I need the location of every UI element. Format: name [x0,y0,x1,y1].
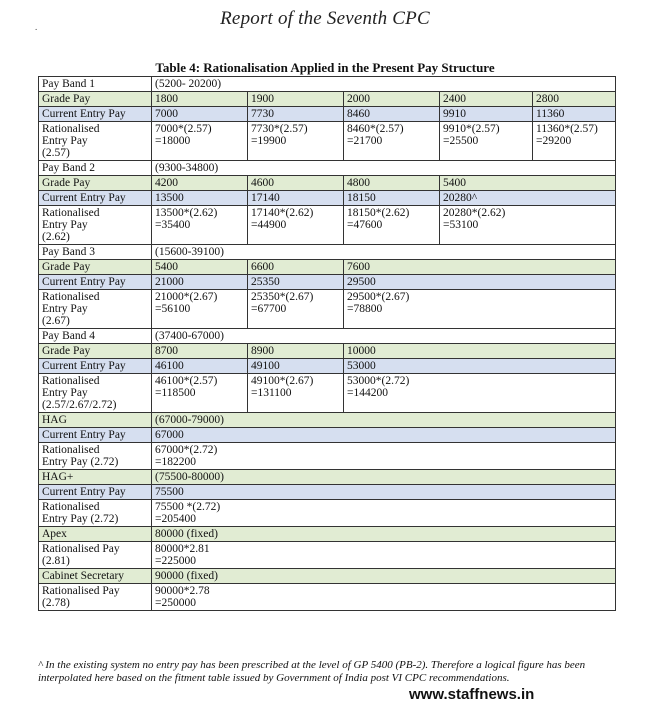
rationalised-cell [152,290,248,329]
formula: 90000*2.78 [155,585,210,597]
pay-band-1-rationalised-row [39,122,616,161]
range-cell: (5200- 20200) [152,77,616,92]
result: =25500 [443,135,479,147]
rationalised-cell [344,122,440,161]
label-line: Entry Pay [42,219,88,231]
label-cell: Current Entry Pay [39,359,152,374]
formula: 25350*(2.67) [251,291,314,303]
pay-band-1-entry-pay-row [39,107,616,122]
label-line: Rationalised [42,291,100,303]
apex-rationalised-row [39,542,616,569]
entry-pay-cell: 13500 [152,191,248,206]
rationalised-cell [248,374,344,413]
range-cell: (75500-80000) [152,470,616,485]
label-line: Rationalised [42,375,100,387]
grade-pay-cell: 4600 [248,176,344,191]
result: =144200 [347,387,388,399]
label-cell: Current Entry Pay [39,428,152,443]
site-watermark: www.staffnews.in [409,686,535,703]
label-cell: Grade Pay [39,92,152,107]
label-cell: Grade Pay [39,260,152,275]
pay-band-3-entry-pay-row [39,275,616,290]
rationalised-cell [344,374,616,413]
label-line: Rationalised [42,123,100,135]
rationalised-cell [440,122,533,161]
rationalised-cell [248,122,344,161]
grade-pay-cell: 4800 [344,176,440,191]
formula: 11360*(2.57) [536,123,598,135]
label-cell [39,122,152,161]
result: =56100 [155,303,191,315]
formula: 67000*(2.72) [155,444,218,456]
grade-pay-cell: 8900 [248,344,344,359]
label-cell [39,443,152,470]
range-cell: (9300-34800) [152,161,616,176]
label-cell [39,542,152,569]
pay-structure-table [38,76,616,611]
range-cell: 90000 (fixed) [152,569,616,584]
report-header: Report of the Seventh CPC [220,8,430,29]
label-cell: Pay Band 3 [39,245,152,260]
label-line: Rationalised [42,501,100,513]
pay-band-2-grade-pay-row [39,176,616,191]
entry-pay-cell: 25350 [248,275,344,290]
formula: 80000*2.81 [155,543,210,555]
result: =67700 [251,303,287,315]
apex-row [39,527,616,542]
stray-dot: . [35,22,38,32]
label-cell: Pay Band 1 [39,77,152,92]
footnote: ^ In the existing system no entry pay has been prescribed at the level of GP 5400 (PB-2). Therefore a logical figure has been interpolated here based on the fitment table issued by Government of India post VI CPC recommendations. [38,659,586,684]
grade-pay-cell: 4200 [152,176,248,191]
result: =182200 [155,456,196,468]
rationalised-cell [152,374,248,413]
result: =21700 [347,135,383,147]
formula: 9910*(2.57) [443,123,500,135]
label-line: Entry Pay [42,387,88,399]
grade-pay-cell: 2400 [440,92,533,107]
label-line: Rationalised Pay [42,585,120,597]
label-line: (2.57) [42,147,70,159]
rationalised-cell [248,206,344,245]
pay-band-4-entry-pay-row [39,359,616,374]
label-line: Entry Pay [42,135,88,147]
result: =118500 [155,387,196,399]
formula: 13500*(2.62) [155,207,218,219]
result: =44900 [251,219,287,231]
formula: 49100*(2.67) [251,375,314,387]
entry-pay-cell: 11360 [533,107,616,122]
pay-band-4-grade-pay-row [39,344,616,359]
result: =131100 [251,387,292,399]
result: =250000 [155,597,196,609]
grade-pay-cell: 1800 [152,92,248,107]
label-line: (2.81) [42,555,70,567]
entry-pay-cell: 7000 [152,107,248,122]
pay-band-2-rationalised-row [39,206,616,245]
label-line: Entry Pay (2.72) [42,513,119,525]
label-line: Entry Pay (2.72) [42,456,119,468]
formula: 7730*(2.57) [251,123,308,135]
entry-pay-cell: 20280^ [440,191,616,206]
result: =225000 [155,555,196,567]
label-line: (2.57/2.67/2.72) [42,399,117,411]
hag-entry-pay-row [39,428,616,443]
label-line: Rationalised Pay [42,543,120,555]
rationalised-cell [248,290,344,329]
result: =47600 [347,219,383,231]
entry-pay-cell: 67000 [152,428,616,443]
rationalised-cell [152,542,616,569]
range-cell: (15600-39100) [152,245,616,260]
entry-pay-cell: 9910 [440,107,533,122]
label-cell: Current Entry Pay [39,107,152,122]
grade-pay-cell: 6600 [248,260,344,275]
hag-rationalised-row [39,443,616,470]
result: =35400 [155,219,191,231]
rationalised-cell [344,206,440,245]
label-cell: Pay Band 2 [39,161,152,176]
rationalised-cell [152,206,248,245]
entry-pay-cell: 29500 [344,275,616,290]
pay-band-1-row [39,77,616,92]
label-cell [39,374,152,413]
label-cell [39,290,152,329]
grade-pay-cell: 5400 [440,176,616,191]
label-line: (2.62) [42,231,70,243]
formula: 53000*(2.72) [347,375,410,387]
label-cell: Pay Band 4 [39,329,152,344]
result: =29200 [536,135,572,147]
range-cell: (67000-79000) [152,413,616,428]
formula: 17140*(2.62) [251,207,314,219]
label-line: (2.67) [42,315,70,327]
rationalised-cell [533,122,616,161]
rationalised-cell [152,122,248,161]
rationalised-cell [344,290,616,329]
result: =53100 [443,219,479,231]
entry-pay-cell: 53000 [344,359,616,374]
pay-band-2-row [39,161,616,176]
label-line: (2.78) [42,597,70,609]
entry-pay-cell: 21000 [152,275,248,290]
label-cell [39,584,152,611]
result: =19900 [251,135,287,147]
label-line: Rationalised [42,207,100,219]
entry-pay-cell: 8460 [344,107,440,122]
label-cell: Cabinet Secretary [39,569,152,584]
range-cell: 80000 (fixed) [152,527,616,542]
formula: 21000*(2.67) [155,291,218,303]
grade-pay-cell: 1900 [248,92,344,107]
hag-plus-rationalised-row [39,500,616,527]
cabinet-secretary-row [39,569,616,584]
grade-pay-cell: 2000 [344,92,440,107]
pay-band-3-row [39,245,616,260]
grade-pay-cell: 8700 [152,344,248,359]
pay-band-3-grade-pay-row [39,260,616,275]
rationalised-cell [152,500,616,527]
cabinet-secretary-rationalised-row [39,584,616,611]
pay-band-4-row [39,329,616,344]
result: =78800 [347,303,383,315]
entry-pay-cell: 46100 [152,359,248,374]
grade-pay-cell: 2800 [533,92,616,107]
label-cell: Current Entry Pay [39,191,152,206]
pay-band-2-entry-pay-row [39,191,616,206]
hag-plus-entry-pay-row [39,485,616,500]
entry-pay-cell: 17140 [248,191,344,206]
hag-row [39,413,616,428]
formula: 46100*(2.57) [155,375,218,387]
grade-pay-cell: 5400 [152,260,248,275]
label-line: Rationalised [42,444,100,456]
result: =18000 [155,135,191,147]
formula: 18150*(2.62) [347,207,410,219]
entry-pay-cell: 7730 [248,107,344,122]
label-cell: Current Entry Pay [39,485,152,500]
label-cell [39,500,152,527]
result: =205400 [155,513,196,525]
label-cell: Current Entry Pay [39,275,152,290]
label-cell: Apex [39,527,152,542]
rationalised-cell [440,206,616,245]
entry-pay-cell: 49100 [248,359,344,374]
rationalised-cell [152,584,616,611]
entry-pay-cell: 75500 [152,485,616,500]
label-cell: HAG+ [39,470,152,485]
range-cell: (37400-67000) [152,329,616,344]
formula: 7000*(2.57) [155,123,212,135]
label-cell: Grade Pay [39,176,152,191]
formula: 29500*(2.67) [347,291,410,303]
grade-pay-cell: 10000 [344,344,616,359]
formula: 8460*(2.57) [347,123,404,135]
grade-pay-cell: 7600 [344,260,616,275]
rationalised-cell [152,443,616,470]
formula: 20280*(2.62) [443,207,506,219]
label-cell: HAG [39,413,152,428]
formula: 75500 *(2.72) [155,501,221,513]
entry-pay-cell: 18150 [344,191,440,206]
label-cell: Grade Pay [39,344,152,359]
pay-band-3-rationalised-row [39,290,616,329]
pay-band-4-rationalised-row [39,374,616,413]
pay-band-1-grade-pay-row [39,92,616,107]
label-cell [39,206,152,245]
hag-plus-row [39,470,616,485]
table-caption: Table 4: Rationalisation Applied in the Present Pay Structure [155,60,495,75]
label-line: Entry Pay [42,303,88,315]
